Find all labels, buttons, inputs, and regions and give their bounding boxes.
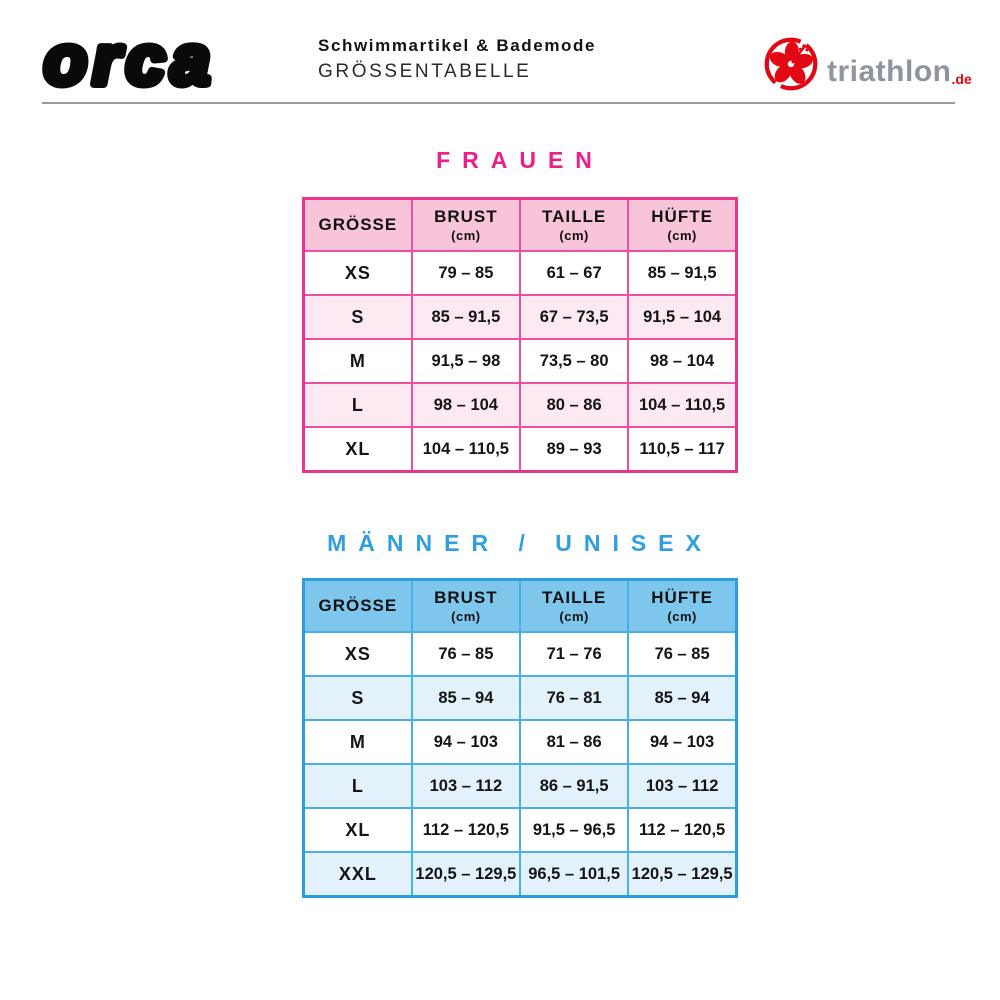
- range-cell: 71 – 76: [520, 632, 628, 676]
- section-title-maenner-unisex: MÄNNER / UNISEX: [327, 530, 713, 556]
- column-unit: (cm): [559, 609, 589, 624]
- column-unit: (cm): [667, 228, 697, 243]
- table-body: [304, 251, 737, 472]
- range-cell: 80 – 86: [520, 383, 628, 427]
- column-header-huefte: [628, 199, 736, 252]
- range-cell: 103 – 112: [628, 764, 736, 808]
- range-cell: 120,5 – 129,5: [412, 852, 520, 897]
- size-table-maenner-unisex: [302, 578, 738, 898]
- column-unit: (cm): [451, 228, 481, 243]
- range-cell: 94 – 103: [628, 720, 736, 764]
- header-text-block: [318, 36, 596, 83]
- column-unit: (cm): [451, 609, 481, 624]
- size-cell: S: [304, 295, 412, 339]
- page-title: GRÖSSENTABELLE: [318, 61, 532, 82]
- column-header-taille: [520, 199, 628, 252]
- tagline: Schwimmartikel & Bademode: [318, 36, 597, 55]
- range-cell: 104 – 110,5: [628, 383, 736, 427]
- range-cell: 98 – 104: [412, 383, 520, 427]
- column-label: BRUST: [434, 207, 498, 226]
- table-row: [304, 720, 737, 764]
- hibiscus-flower-icon: [763, 36, 819, 92]
- range-cell: 96,5 – 101,5: [520, 852, 628, 897]
- column-header-brust: [412, 199, 520, 252]
- column-header-taille: [520, 580, 628, 633]
- table-header: [304, 580, 737, 633]
- column-label: GRÖSSE: [318, 215, 398, 234]
- range-cell: 85 – 91,5: [412, 295, 520, 339]
- range-cell: 61 – 67: [520, 251, 628, 295]
- column-label: HÜFTE: [651, 588, 713, 607]
- header-divider: [42, 102, 955, 104]
- orca-logo: [42, 24, 302, 105]
- range-cell: 73,5 – 80: [520, 339, 628, 383]
- triathlon-logo-tld: .de: [951, 71, 972, 87]
- table-row: [304, 427, 737, 472]
- range-cell: 85 – 91,5: [628, 251, 736, 295]
- column-unit: (cm): [559, 228, 589, 243]
- range-cell: 86 – 91,5: [520, 764, 628, 808]
- table-row: [304, 852, 737, 897]
- range-cell: 103 – 112: [412, 764, 520, 808]
- range-cell: 67 – 73,5: [520, 295, 628, 339]
- size-cell: L: [304, 764, 412, 808]
- table-row: [304, 764, 737, 808]
- column-label: TAILLE: [542, 207, 607, 226]
- range-cell: 91,5 – 96,5: [520, 808, 628, 852]
- range-cell: 94 – 103: [412, 720, 520, 764]
- range-cell: 98 – 104: [628, 339, 736, 383]
- table-row: [304, 339, 737, 383]
- size-cell: L: [304, 383, 412, 427]
- range-cell: 85 – 94: [628, 676, 736, 720]
- column-label: HÜFTE: [651, 207, 713, 226]
- range-cell: 104 – 110,5: [412, 427, 520, 472]
- table-row: [304, 632, 737, 676]
- section-title-frauen: FRAUEN: [436, 147, 604, 173]
- size-cell: M: [304, 339, 412, 383]
- table-row: [304, 676, 737, 720]
- table-row: [304, 383, 737, 427]
- table-row: [304, 251, 737, 295]
- size-table-frauen: [302, 197, 738, 473]
- range-cell: 76 – 81: [520, 676, 628, 720]
- range-cell: 91,5 – 98: [412, 339, 520, 383]
- table-row: [304, 295, 737, 339]
- column-header-groesse: [304, 199, 412, 252]
- size-cell: XL: [304, 427, 412, 472]
- table-row: [304, 808, 737, 852]
- range-cell: 81 – 86: [520, 720, 628, 764]
- range-cell: 120,5 – 129,5: [628, 852, 736, 897]
- range-cell: 110,5 – 117: [628, 427, 736, 472]
- column-label: BRUST: [434, 588, 498, 607]
- range-cell: 112 – 120,5: [628, 808, 736, 852]
- triathlon-logo-text: triathlon: [827, 55, 952, 88]
- orca-logo-icon: [42, 24, 302, 100]
- size-cell: XS: [304, 251, 412, 295]
- column-header-huefte: [628, 580, 736, 633]
- table-header: [304, 199, 737, 252]
- size-cell: XXL: [304, 852, 412, 897]
- range-cell: 76 – 85: [628, 632, 736, 676]
- size-cell: XL: [304, 808, 412, 852]
- orca-logo-text: orca: [44, 24, 216, 99]
- size-cell: S: [304, 676, 412, 720]
- range-cell: 76 – 85: [412, 632, 520, 676]
- range-cell: 79 – 85: [412, 251, 520, 295]
- range-cell: 85 – 94: [412, 676, 520, 720]
- range-cell: 112 – 120,5: [412, 808, 520, 852]
- range-cell: 91,5 – 104: [628, 295, 736, 339]
- table-body: [304, 632, 737, 897]
- range-cell: 89 – 93: [520, 427, 628, 472]
- size-cell: M: [304, 720, 412, 764]
- column-header-brust: [412, 580, 520, 633]
- column-label: TAILLE: [542, 588, 607, 607]
- column-unit: (cm): [667, 609, 697, 624]
- triathlon-logo: [763, 36, 972, 92]
- column-header-groesse: [304, 580, 412, 633]
- size-cell: XS: [304, 632, 412, 676]
- column-label: GRÖSSE: [318, 596, 398, 615]
